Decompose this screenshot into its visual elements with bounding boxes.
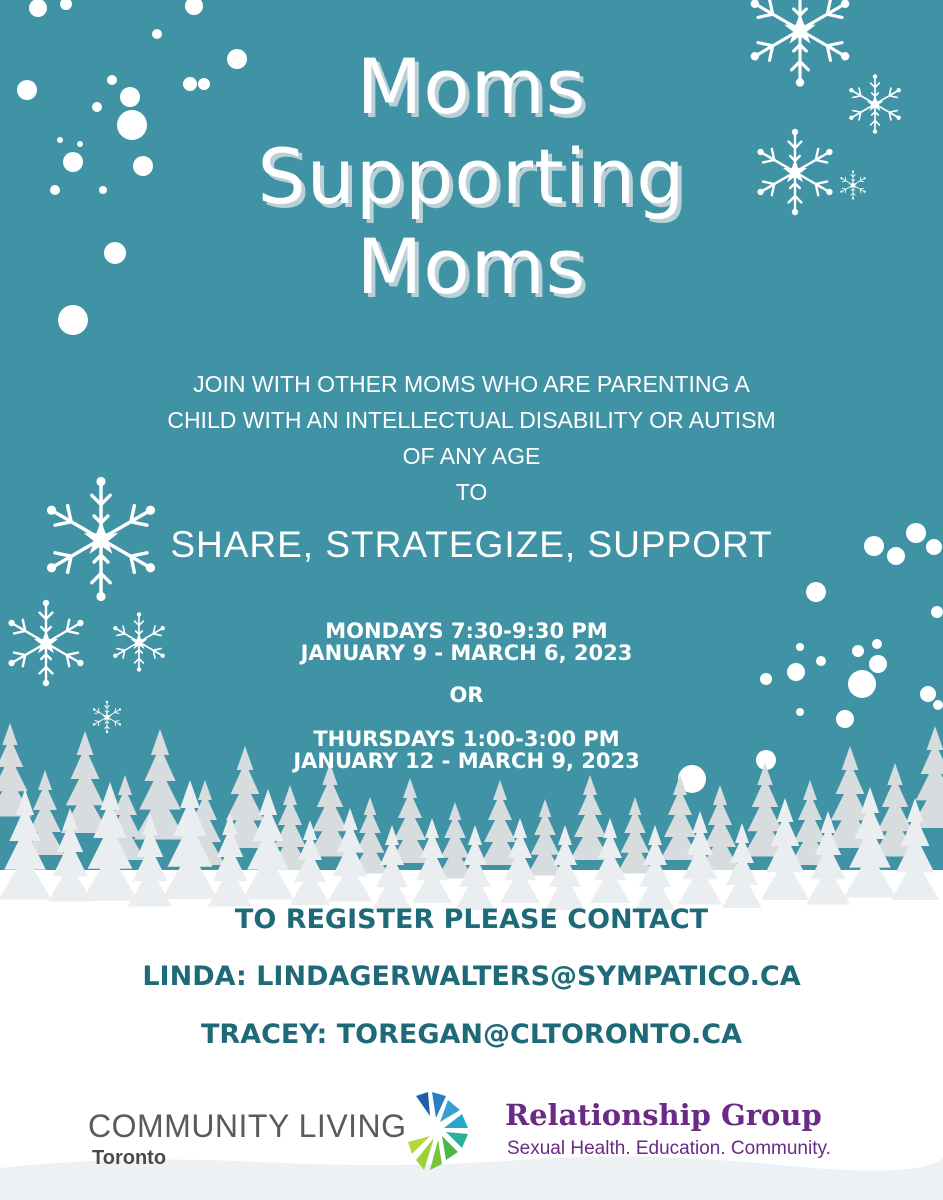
community-living-logo <box>88 1088 468 1178</box>
community-living-name: COMMUNITY LIVING <box>88 1108 407 1144</box>
flyer-title-line-2: Supporting <box>257 132 686 221</box>
intro-line-3: OF ANY AGE <box>402 443 541 469</box>
register-heading: TO REGISTER PLEASE CONTACT <box>234 904 709 935</box>
intro-line-4: TO <box>455 479 488 505</box>
schedule-option-2-dates: JANUARY 12 - MARCH 9, 2023 <box>293 749 640 773</box>
schedule-separator: OR <box>449 683 484 707</box>
schedule-option-1-time: MONDAYS 7:30-9:30 PM <box>325 619 608 643</box>
relationship-group-name: Relationship Group <box>505 1098 822 1132</box>
schedule-option-2-time: THURSDAYS 1:00-3:00 PM <box>313 727 620 751</box>
schedule-option-1-dates: JANUARY 9 - MARCH 6, 2023 <box>300 641 633 665</box>
intro-line-2: CHILD WITH AN INTELLECTUAL DISABILITY OR AUTISM <box>167 407 776 433</box>
relationship-group-logo <box>505 1097 895 1167</box>
tagline: SHARE, STRATEGIZE, SUPPORT <box>170 524 773 565</box>
intro-line-1: JOIN WITH OTHER MOMS WHO ARE PARENTING A <box>193 371 750 397</box>
contact-tracey[interactable]: TRACEY: TOREGAN@CLTORONTO.CA <box>200 1019 743 1050</box>
flyer-title-line-3: Moms <box>356 222 587 311</box>
flyer-title-line-1: Moms <box>356 42 587 131</box>
community-living-city: Toronto <box>92 1147 167 1169</box>
community-living-mark-icon <box>406 1090 470 1174</box>
relationship-group-tagline: Sexual Health. Education. Community. <box>507 1138 831 1159</box>
contact-linda[interactable]: LINDA: LINDAGERWALTERS@SYMPATICO.CA <box>142 961 801 992</box>
